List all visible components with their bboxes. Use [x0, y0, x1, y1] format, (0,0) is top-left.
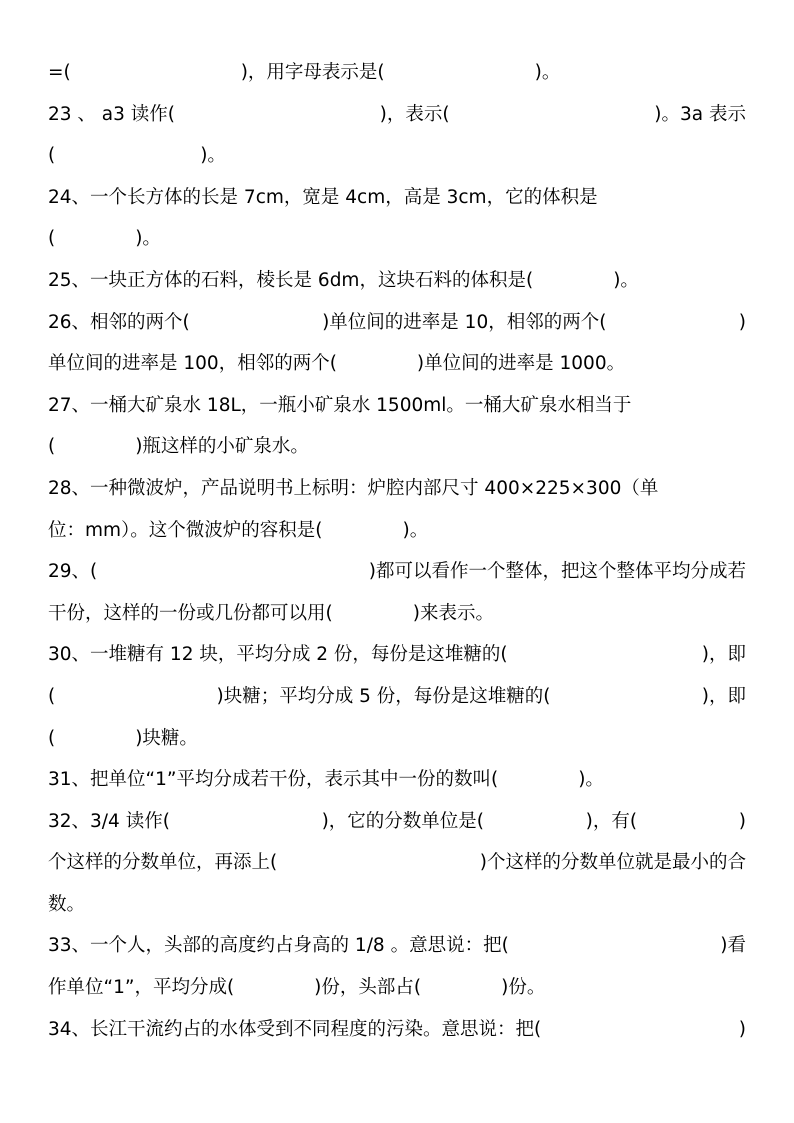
- text-line: [48, 676, 746, 718]
- answer-blank[interactable]: [216, 302, 296, 344]
- text-line: [48, 260, 746, 302]
- answer-blank[interactable]: [234, 967, 314, 1009]
- question-text: 干份，这样的一份或几份都可以用(: [48, 602, 333, 624]
- question-text: )单位间的进率是 1000。: [416, 353, 626, 375]
- question-text: )块糖。: [135, 727, 198, 749]
- question-text: 29、(: [48, 561, 98, 583]
- text-line: [48, 925, 746, 967]
- question-text: )都可以看作一个整体，把这个整体平均分成若: [368, 561, 746, 583]
- answer-blank[interactable]: [421, 967, 501, 1009]
- question-text: 32、3/4 读作(: [48, 810, 170, 832]
- question-text: )。: [402, 519, 429, 541]
- answer-blank[interactable]: [565, 634, 645, 676]
- answer-blank[interactable]: [477, 94, 627, 136]
- answer-blank[interactable]: [495, 801, 575, 843]
- question-text: =(: [48, 62, 71, 83]
- question-text: )。: [578, 769, 604, 791]
- question-text: )，即: [701, 644, 746, 666]
- text-line: [48, 593, 746, 635]
- answer-blank[interactable]: [181, 801, 311, 843]
- question-text: )个这样的分数单位就是最小的合: [479, 852, 746, 874]
- question-text: 30、一堆糖有 12 块，平均分成 2 份，每份是这堆糖的(: [48, 644, 508, 666]
- answer-blank[interactable]: [55, 218, 135, 260]
- question-text: 位：mm）。这个微波炉的容积是(: [48, 519, 323, 541]
- text-line: [48, 302, 746, 344]
- text-line: [48, 94, 746, 136]
- question-text: )份，头部占(: [314, 977, 422, 999]
- text-line: [48, 842, 746, 884]
- question-text: )。: [534, 62, 561, 83]
- question-text: (: [48, 145, 56, 167]
- answer-blank[interactable]: [586, 676, 666, 718]
- text-line: [48, 468, 746, 510]
- question-text: 个这样的分数单位，再添上(: [48, 852, 278, 874]
- question-text: 数。: [48, 893, 86, 915]
- answer-blank[interactable]: [202, 94, 352, 136]
- question-text: )，有(: [585, 810, 638, 832]
- question-text: )。3a 表示: [654, 103, 746, 125]
- text-line: [48, 759, 746, 801]
- answer-blank[interactable]: [648, 801, 728, 843]
- text-line: [48, 177, 746, 219]
- question-text: ): [738, 311, 746, 333]
- answer-blank[interactable]: [55, 135, 200, 177]
- answer-blank[interactable]: [385, 52, 535, 94]
- question-text: 28、一种微波炉，产品说明书上标明：炉腔内部尺寸 400×225×300（单: [48, 477, 659, 499]
- question-text: 24、一个长方体的长是 7cm，宽是 4cm，高是 3cm，它的体积是: [48, 186, 598, 208]
- question-text: 31、把单位“1”平均分成若干份，表示其中一份的数叫(: [48, 769, 499, 791]
- question-text: )瓶这样的小矿泉水。: [135, 436, 309, 458]
- question-text: ): [738, 1018, 746, 1040]
- question-text: 23 、 a3 读作(: [48, 103, 176, 125]
- text-line: [48, 218, 746, 260]
- answer-blank[interactable]: [600, 1009, 680, 1051]
- question-text: (: [48, 727, 56, 749]
- question-text: )份。: [501, 977, 546, 999]
- answer-blank[interactable]: [148, 551, 318, 593]
- text-line: [48, 510, 746, 552]
- answer-blank[interactable]: [533, 260, 613, 302]
- text-line: [48, 426, 746, 468]
- question-text: 26、相邻的两个(: [48, 311, 190, 333]
- answer-blank[interactable]: [633, 302, 713, 344]
- answer-blank[interactable]: [498, 759, 578, 801]
- answer-blank[interactable]: [55, 426, 135, 468]
- text-line: [48, 801, 746, 843]
- question-text: )。: [613, 269, 639, 291]
- answer-blank[interactable]: [323, 510, 403, 552]
- question-text: )。: [200, 145, 226, 167]
- answer-blank[interactable]: [338, 842, 418, 884]
- question-list: [48, 52, 746, 1050]
- text-line: [48, 1009, 746, 1051]
- question-text: )，表示(: [379, 103, 450, 125]
- answer-blank[interactable]: [55, 718, 135, 760]
- text-line: [48, 967, 746, 1009]
- text-line: [48, 551, 746, 593]
- text-line: [48, 718, 746, 760]
- answer-blank[interactable]: [337, 343, 417, 385]
- text-line: [48, 634, 746, 676]
- question-text: )，用字母表示是(: [240, 62, 385, 83]
- text-line: [48, 135, 746, 177]
- question-text: 作单位“1”，平均分成(: [48, 977, 235, 999]
- question-text: )单位间的进率是 10，相邻的两个(: [322, 311, 607, 333]
- answer-blank[interactable]: [71, 52, 241, 94]
- question-text: )看: [720, 935, 746, 957]
- question-text: 27、一桶大矿泉水 18L，一瓶小矿泉水 1500ml。一桶大矿泉水相当于: [48, 394, 632, 416]
- question-text: )，即: [701, 685, 746, 707]
- answer-blank[interactable]: [575, 925, 655, 967]
- question-text: (: [48, 228, 56, 250]
- question-text: ): [738, 810, 746, 832]
- question-text: 25、一块正方体的石料，棱长是 6dm，这块石料的体积是(: [48, 269, 534, 291]
- text-line: [48, 884, 746, 926]
- text-line: [48, 52, 746, 94]
- question-text: )来表示。: [412, 602, 494, 624]
- answer-blank[interactable]: [91, 676, 181, 718]
- question-text: 34、长江干流约占的水体受到不同程度的污染。意思说：把(: [48, 1018, 542, 1040]
- question-text: (: [48, 685, 56, 707]
- text-line: [48, 385, 746, 427]
- question-text: )，它的分数单位是(: [321, 810, 485, 832]
- question-text: 单位间的进率是 100，相邻的两个(: [48, 353, 337, 375]
- answer-blank[interactable]: [333, 593, 413, 635]
- text-line: [48, 343, 746, 385]
- question-text: (: [48, 436, 56, 458]
- question-text: 33、一个人，头部的高度约占身高的 1/8 。意思说：把(: [48, 935, 509, 957]
- question-text: )。: [135, 228, 161, 250]
- question-text: )块糖；平均分成 5 份，每份是这堆糖的(: [216, 685, 551, 707]
